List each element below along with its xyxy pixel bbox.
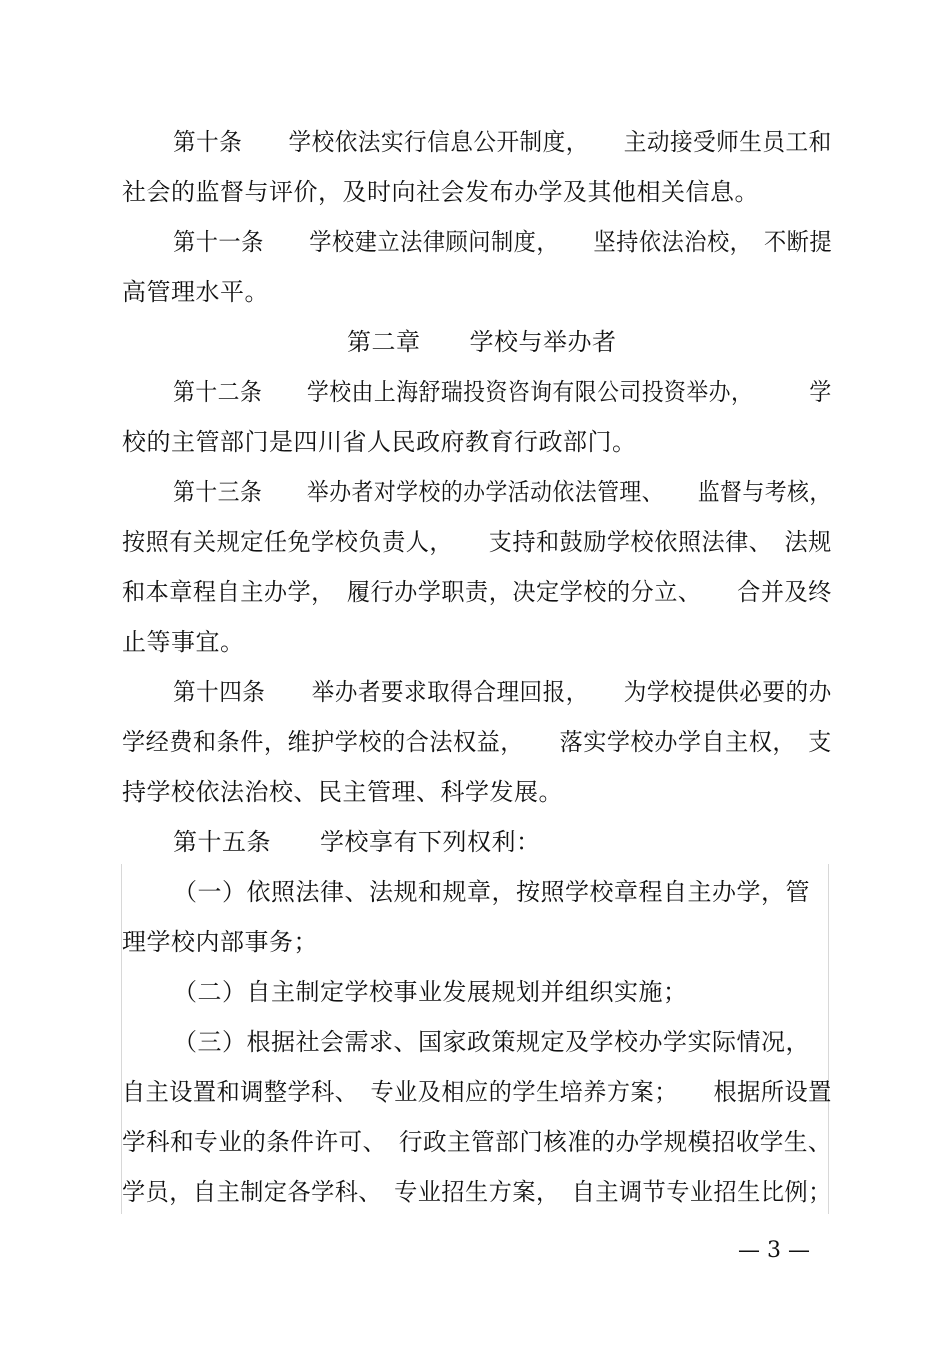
page-number: — 3 — — [738, 1238, 810, 1263]
article-12-line-2: 校的主管部门是四川省人民政府教育行政部门。 — [122, 428, 637, 456]
article-13-line-3: 和本章程自主办学， 履行办学职责，决定学校的分立、 合并及终 — [122, 578, 832, 606]
article-14-line-1: 第十四条 举办者要求取得合理回报， 为学校提供必要的办 — [173, 678, 832, 706]
article-14-line-2: 学经费和条件，维护学校的合法权益， 落实学校办学自主权， 支 — [122, 728, 832, 756]
item-1-line-2: 理学校内部事务； — [122, 928, 318, 956]
item-3-line-4: 学员，自主制定各学科、 专业招生方案， 自主调节专业招生比例； — [122, 1178, 832, 1206]
item-2-line-1: （二）自主制定学校事业发展规划并组织实施； — [173, 978, 688, 1006]
article-12-line-1: 第十二条 学校由上海舒瑞投资咨询有限公司投资举办， 学 — [173, 378, 832, 406]
item-3-line-1: （三）根据社会需求、国家政策规定及学校办学实际情况， — [173, 1028, 810, 1056]
item-3-line-2: 自主设置和调整学科、 专业及相应的学生培养方案； 根据所设置 — [122, 1078, 832, 1106]
article-10-line-2: 社会的监督与评价，及时向社会发布办学及其他相关信息。 — [122, 178, 759, 206]
item-3-line-3: 学科和专业的条件许可、 行政主管部门核准的办学规模招收学生、 — [122, 1128, 832, 1156]
article-14-line-3: 持学校依法治校、民主管理、科学发展。 — [122, 778, 563, 806]
chapter-heading: 第二章 学校与举办者 — [347, 328, 617, 356]
item-1-line-1: （一）依照法律、法规和规章，按照学校章程自主办学，管 — [173, 878, 810, 906]
article-11-line-1: 第十一条 学校建立法律顾问制度， 坚持依法治校， 不断提 — [173, 228, 833, 256]
article-10-line-1: 第十条 学校依法实行信息公开制度， 主动接受师生员工和 — [173, 128, 832, 156]
article-15-line-1: 第十五条 学校享有下列权利： — [173, 828, 541, 856]
article-13-line-4: 止等事宜。 — [122, 628, 245, 656]
article-13-line-1: 第十三条 举办者对学校的办学活动依法管理、 监督与考核， — [173, 478, 832, 506]
article-11-line-2: 高管理水平。 — [122, 278, 269, 306]
article-13-line-2: 按照有关规定任免学校负责人， 支持和鼓励学校依照法律、 法规 — [122, 528, 832, 556]
